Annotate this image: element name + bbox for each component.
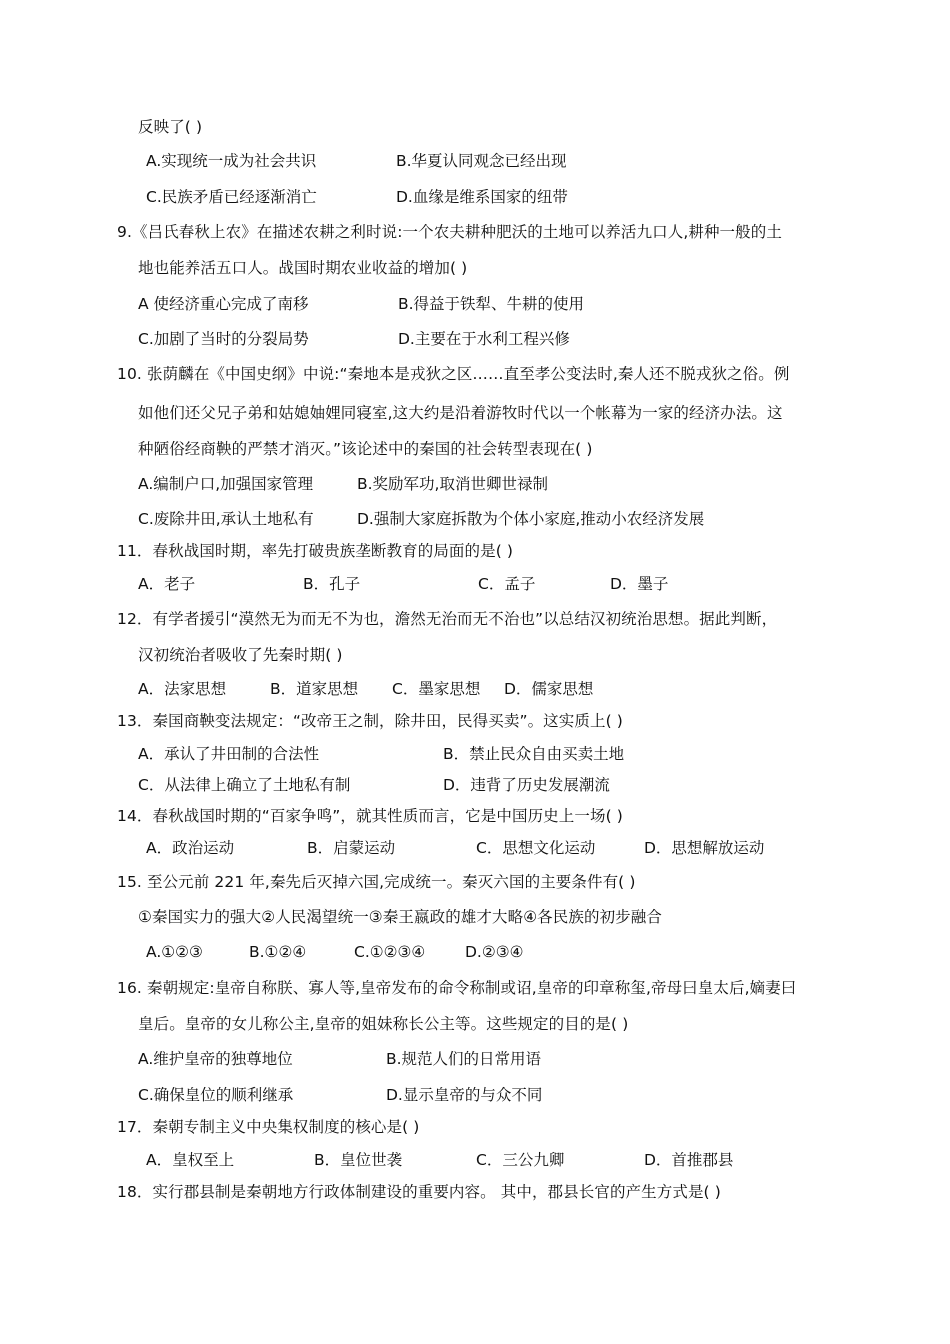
option-b: B．禁止民众自由买卖土地 (443, 745, 625, 763)
option-c: C.废除井田,承认土地私有 (138, 510, 314, 528)
option-d: D．墨子 (610, 575, 669, 593)
question-14-stem: 14．春秋战国时期的“百家争鸣”，就其性质而言，它是中国历史上一场( ) (117, 807, 623, 825)
question-10-stem-cont: 如他们还父兄子弟和姑媳妯娌同寝室,这大约是沿着游牧时代以一个帐幕为一家的经济办法。这 (138, 404, 783, 422)
option-a: A．老子 (138, 575, 196, 593)
option-b: B．皇位世袭 (314, 1151, 403, 1169)
option-a: A 使经济重心完成了南移 (138, 295, 309, 313)
option-a: A．承认了井田制的合法性 (138, 745, 320, 763)
option-d: D．儒家思想 (504, 680, 594, 698)
option-a: A.①②③ (146, 943, 203, 961)
question-16-stem: 16. 秦朝规定:皇帝自称朕、寡人等,皇帝发布的命令称制或诏,皇帝的印章称玺,帝母曰皇太后,嫡妻曰 (117, 979, 797, 997)
option-c: C．从法律上确立了土地私有制 (138, 776, 351, 794)
question-9-stem: 9.《吕氏春秋上农》在描述农耕之利时说:一个农夫耕种肥沃的土地可以养活九口人,耕种一般的土 (117, 223, 782, 241)
option-a: A.实现统一成为社会共识 (146, 152, 317, 170)
option-d: D.血缘是维系国家的纽带 (396, 188, 568, 206)
option-a: A．政治运动 (146, 839, 235, 857)
question-stem: 反映了( ) (138, 118, 203, 136)
option-b: B.①②④ (249, 943, 307, 961)
question-13-stem: 13．秦国商鞅变法规定：“改帝王之制，除井田，民得买卖”。这实质上( ) (117, 712, 623, 730)
option-c: C．三公九卿 (476, 1151, 565, 1169)
option-b: B．启蒙运动 (307, 839, 396, 857)
question-15-stem: 15. 至公元前 221 年,秦先后灭掉六国,完成统一。秦灭六国的主要条件有( ) (117, 873, 636, 891)
option-c: C．墨家思想 (392, 680, 481, 698)
option-d: D.主要在于水利工程兴修 (398, 330, 570, 348)
question-10-stem-cont: 种陋俗经商鞅的严禁才消灭。”该论述中的秦国的社会转型表现在( ) (138, 440, 593, 458)
option-d: D.②③④ (465, 943, 524, 961)
option-a: A．法家思想 (138, 680, 227, 698)
option-d: D．违背了历史发展潮流 (443, 776, 610, 794)
option-c: C.加剧了当时的分裂局势 (138, 330, 309, 348)
question-12-stem: 12．有学者援引“漠然无为而无不为也，澹然无治而无不治也”以总结汉初统治思想。据此判断， (117, 610, 778, 628)
option-b: B．孔子 (303, 575, 361, 593)
question-15-statements: ①秦国实力的强大②人民渴望统一③秦王嬴政的雄才大略④各民族的初步融合 (138, 908, 662, 926)
question-11-stem: 11．春秋战国时期，率先打破贵族垄断教育的局面的是( ) (117, 542, 514, 560)
option-a: A.维护皇帝的独尊地位 (138, 1050, 293, 1068)
option-c: C.①②③④ (354, 943, 426, 961)
option-b: B．道家思想 (270, 680, 359, 698)
option-a: A.编制户口,加强国家管理 (138, 475, 314, 493)
option-c: C.确保皇位的顺利继承 (138, 1086, 294, 1104)
question-17-stem: 17．秦朝专制主义中央集权制度的核心是( ) (117, 1118, 420, 1136)
option-b: B.规范人们的日常用语 (386, 1050, 542, 1068)
option-a: A．皇权至上 (146, 1151, 235, 1169)
question-18-stem: 18．实行郡县制是秦朝地方行政体制建设的重要内容。 其中，郡县长官的产生方式是( ) (117, 1183, 721, 1201)
option-b: B.华夏认同观念已经出现 (396, 152, 567, 170)
question-9-stem-cont: 地也能养活五口人。战国时期农业收益的增加( ) (138, 259, 468, 277)
option-d: D．思想解放运动 (644, 839, 765, 857)
option-b: B.得益于铁犁、牛耕的使用 (398, 295, 585, 313)
option-c: C．思想文化运动 (476, 839, 596, 857)
question-12-stem-cont: 汉初统治者吸收了先秦时期( ) (138, 646, 343, 664)
option-d: D．首推郡县 (644, 1151, 734, 1169)
question-10-stem: 10. 张荫麟在《中国史纲》中说:“秦地本是戎狄之区……直至孝公变法时,秦人还不脱戎狄之俗。例 (117, 365, 790, 383)
option-d: D.显示皇帝的与众不同 (386, 1086, 543, 1104)
question-16-stem-cont: 皇后。皇帝的女儿称公主,皇帝的姐妹称长公主等。这些规定的目的是( ) (138, 1015, 629, 1033)
option-d: D.强制大家庭拆散为个体小家庭,推动小农经济发展 (357, 510, 705, 528)
option-c: C.民族矛盾已经逐渐消亡 (146, 188, 317, 206)
option-b: B.奖励军功,取消世卿世禄制 (357, 475, 548, 493)
option-c: C．孟子 (478, 575, 536, 593)
